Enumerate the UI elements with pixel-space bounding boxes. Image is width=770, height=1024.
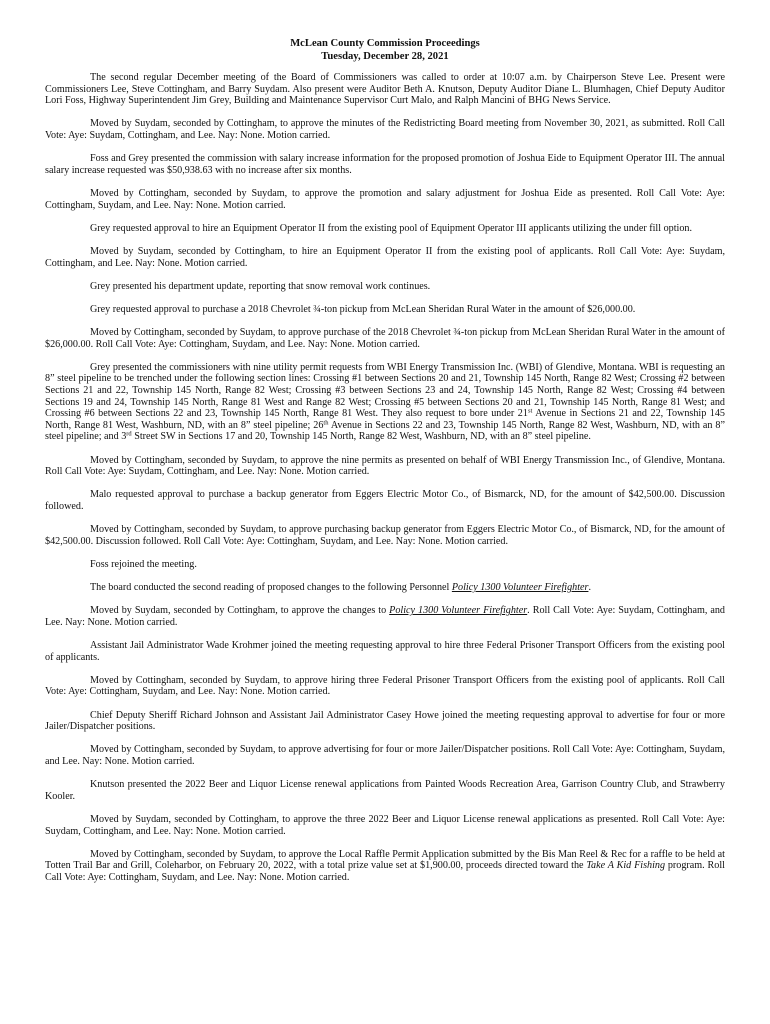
policy-reference: Policy 1300 Volunteer Firefighter	[389, 605, 528, 617]
policy-motion-text: Moved by Suydam, seconded by Cottingham, to approve the changes to	[90, 605, 390, 617]
ordinal-suffix: th	[323, 419, 329, 427]
ordinal-suffix: rd	[126, 430, 132, 438]
paragraph-foss-rejoined: Foss rejoined the meeting.	[90, 558, 197, 570]
raffle-text-end: program. Roll Call Vote: Aye: Cottingham, Suydam, and Lee. Nay: None. Motion carried.	[45, 860, 725, 883]
policy-motion-end: . Roll Call Vote: Aye: Suydam, Cottingham, and Lee. Nay: None. Motion carried.	[45, 605, 725, 628]
paragraph-license-motion: Moved by Suydam, seconded by Cottingham, to approve the three 2022 Beer and Liquor License renewal applications as presented. Roll Call Vote: Aye: Suydam, Cottingham, and Lee. Nay: None. Motion carried.	[45, 814, 725, 837]
paragraph-promotion-motion: Moved by Cottingham, seconded by Suydam, to approve the promotion and salary adjustment for Joshua Eide as presented. Roll Call Vote: Aye: Cottingham, Suydam, and Lee. Nay: None. Motion carried.	[45, 187, 725, 211]
wbi-text-2: Avenue in Sections 21 and 22, Township 145 North, Range 81 West, Washburn, ND, with an 8” steel pipeline; 26	[45, 408, 725, 431]
paragraph-call-to-order: The second regular December meeting of the Board of Commissioners was called to order at 10:07 a.m. by Chairperson Steve Lee. Present were Commissioners Lee, Steve Cottingham, and Barry Suydam. Also present were Auditor Beth A. Knutson, Deputy Auditor Diane L. Blumhagen, Chief Deputy Auditor Lori Foss, Highway Superintendent Jim Grey, Building and Maintenance Supervisor Curt Malo, and Ralph Mancini of BHG News Service.	[45, 72, 725, 107]
document-page	[45, 38, 725, 884]
document-title: McLean County Commission Proceedings	[290, 38, 480, 49]
wbi-text-3: Avenue in Sections 22 and 23, Township 145 North, Range 82 West, Washburn, ND, with an 8” steel pipeline; and 3	[45, 419, 725, 443]
policy-reading-text: The board conducted the second reading of proposed changes to the following Personnel	[90, 582, 452, 594]
meeting-date: Tuesday, December 28, 2021	[321, 50, 449, 62]
paragraph-wbi-permits	[45, 362, 725, 443]
paragraph-policy-reading	[45, 582, 725, 594]
proceedings-body	[45, 72, 725, 884]
paragraph-department-update: Grey presented his department update, reporting that snow removal work continues.	[90, 280, 431, 292]
wbi-text-4: Street SW in Sections 17 and 20, Township 145 North, Range 82 West, Washburn, ND, with an 8” steel pipeline.	[131, 431, 591, 443]
paragraph-pickup-motion: Moved by Cottingham, seconded by Suydam, to approve purchase of the 2018 Chevrolet ¾-ton pickup from McLean Sheridan Rural Water in the amount of $26,000.00. Roll Call Vote: Aye: Cottingham, Suydam, and Lee. Nay: None. Motion carried.	[45, 327, 725, 350]
paragraph-pickup-request: Grey requested approval to purchase a 2018 Chevrolet ¾-ton pickup from McLean Sheridan Rural Water in the amount of $26,000.00.	[90, 303, 636, 315]
paragraph-salary-info: Foss and Grey presented the commission with salary increase information for the proposed promotion of Joshua Eide to Equipment Operator III. The annual salary increase requested was $50,938.63 with no increase after six months.	[45, 153, 725, 176]
paragraph-hire-motion: Moved by Suydam, seconded by Cottingham, to hire an Equipment Operator II from the existing pool of applicants. Roll Call Vote: Aye: Suydam, Cottingham, and Lee. Nay: None. Motion carried.	[45, 245, 725, 269]
policy-reading-end: .	[588, 582, 591, 594]
paragraph-generator-motion: Moved by Cottingham, seconded by Suydam, to approve purchasing backup generator from Eggers Electric Motor Co., of Bismarck, ND, for the amount of $42,500.00. Discussion followed. Roll Call Vote: Aye: Cottingham, Suydam, and Lee. Nay: None. Motion carried.	[45, 524, 725, 547]
wbi-text-1: Grey presented the commissioners with nine utility permit requests from WBI Energy Transmission Inc. (WBI) of Glendive, Montana. WBI is requesting an 8” steel pipeline to be trenched under the following section lines: Crossing #1 between Sections 20 and 21, Township 145 North, Range 82 West; Crossing #2 between Sections 21 and 22, Township 145 North, Range 82 West; Crossing #3 between Sections 23 and 24, Township 145 North, Range 82 West; Crossing #4 between Sections 19 and 24, Township 145 North, Range 81 West and Range 82 West; Crossing #5 between Sections 20 and 21, Township 145 North, Range 81 West; and Crossing #6 between Sections 22 and 23, Township 145 North, Range 81 West. They also request to bore under 21	[45, 361, 725, 420]
paragraph-minutes-motion: Moved by Suydam, seconded by Cottingham, to approve the minutes of the Redistricting Board meeting from November 30, 2021, as submitted. Roll Call Vote: Aye: Suydam, Cottingham, and Lee. Nay: None. Motion carried.	[45, 118, 725, 141]
ordinal-suffix: st	[527, 407, 533, 415]
paragraph-transport-request: Assistant Jail Administrator Wade Krohmer joined the meeting requesting approval to hire three Federal Prisoner Transport Officers from the existing pool of applicants.	[45, 640, 725, 663]
raffle-text: Moved by Cottingham, seconded by Suydam, to approve the Local Raffle Permit Application submitted by the Bis Man Reel & Rec for a raffle to be held at Totten Trail Bar and Grill, Coleharbor, on February 20, 2022, with a total prize value set at $1,900.00, proceeds directed toward the	[45, 848, 725, 872]
paragraph-license-presentation: Knutson presented the 2022 Beer and Liquor License renewal applications from Painted Woods Recreation Area, Garrison Country Club, and Strawberry Kooler.	[45, 779, 725, 802]
paragraph-transport-motion: Moved by Cottingham, seconded by Suydam, to approve hiring three Federal Prisoner Transport Officers from the existing pool of applicants. Roll Call Vote: Aye: Cottingham, Suydam, and Lee. Nay: None. Motion carried.	[45, 674, 725, 698]
paragraph-wbi-motion: Moved by Cottingham, seconded by Suydam, to approve the nine permits as presented on behalf of WBI Energy Transmission Inc., of Glendive, Montana. Roll Call Vote: Aye: Suydam, Cottingham, and Lee. Nay: None. Motion carried.	[45, 454, 725, 478]
paragraph-generator-request: Malo requested approval to purchase a backup generator from Eggers Electric Motor Co., of Bismarck, ND, for the amount of $42,500.00. Discussion followed.	[45, 489, 725, 512]
paragraph-raffle-motion	[45, 849, 725, 884]
paragraph-hire-request: Grey requested approval to hire an Equipment Operator II from the existing pool of Equipment Operator III applicants utilizing the under fill option.	[90, 222, 692, 234]
policy-reference: Policy 1300 Volunteer Firefighter	[451, 582, 589, 594]
paragraph-jailer-request: Chief Deputy Sheriff Richard Johnson and Assistant Jail Administrator Casey Howe joined the meeting requesting approval to advertise for four or more Jailer/Dispatcher positions.	[45, 709, 725, 733]
program-name: Take A Kid Fishing	[586, 860, 666, 872]
paragraph-jailer-motion: Moved by Cottingham, seconded by Suydam, to approve advertising for four or more Jailer/Dispatcher positions. Roll Call Vote: Aye: Cottingham, Suydam, and Lee. Nay: None. Motion carried.	[45, 744, 725, 768]
paragraph-policy-motion	[45, 605, 725, 628]
